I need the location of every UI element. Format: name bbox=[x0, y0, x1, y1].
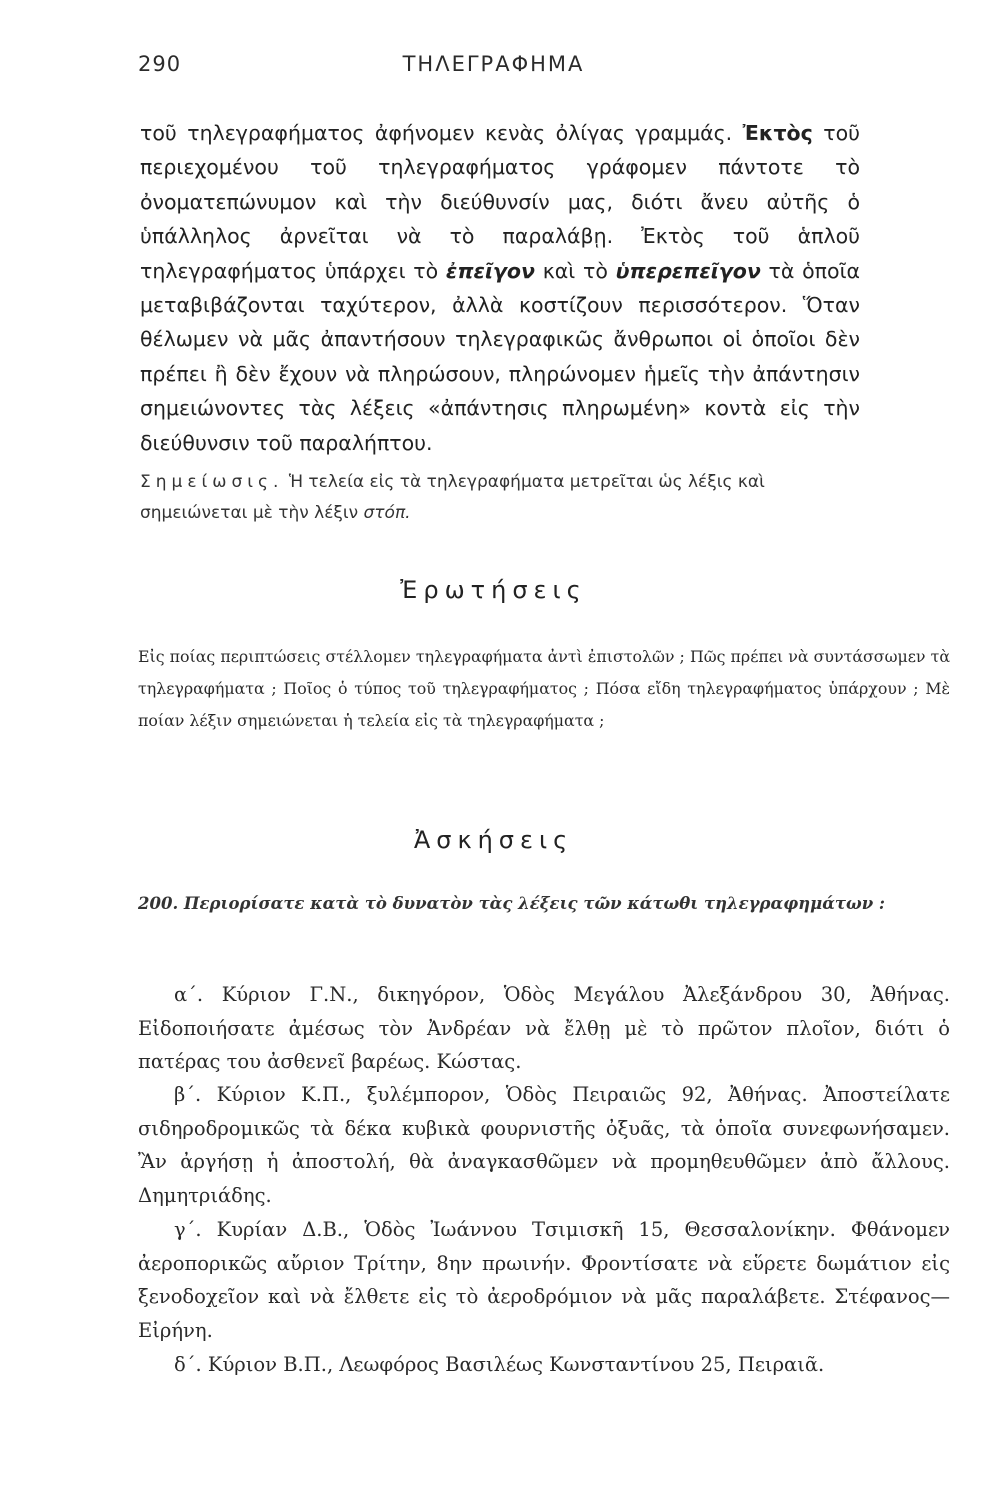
emphasis-ektos: Ἐκτὸς bbox=[742, 121, 813, 145]
note-text: Ἡ τελεία εἰς τὰ τηλεγραφήματα μετρεῖται ὡς λέξις καὶ bbox=[283, 472, 765, 492]
paragraph-text: καὶ τὸ bbox=[534, 258, 616, 283]
telegram-item: δ΄. Κύριον Β.Π., Λεωφόρος Βασιλέως Κωνσταντίνου 25, Πειραιᾶ. bbox=[174, 1353, 825, 1376]
questions-text: Εἰς ποίας περιπτώσεις στέλλομεν τηλεγραφήματα ἀντὶ ἐπιστολῶν ; Πῶς πρέπει νὰ συντάσσωμεν τὰ τηλεγραφήματα ; Ποῖος ὁ τύπος τοῦ τηλεγραφήματος ; Πόσα εἴδη τηλεγραφήματος ὑπάρχουν ; Μὲ ποίαν λέξιν σημειώνεται ἡ τελεία εἰς τὰ τηλεγραφήματα ; bbox=[138, 647, 950, 730]
questions-heading: Ἐρωτήσεις bbox=[400, 576, 587, 604]
page-number: 290 bbox=[138, 52, 182, 76]
paragraph-text: τὰ ὁποῖα μεταβιβάζονται ταχύτερον, ἀλλὰ κοστίζουν περισσότερον. Ὅταν θέλωμεν νὰ μᾶς ἀπαντήσουν τηλεγραφικῶς ἄνθρωποι οἱ ὁποῖοι δὲν πρέπει ἢ δὲν ἔχουν νὰ πληρώσουν, πληρώνομεν ἡμεῖς τὴν ἀπάντησιν σημειώνοντες τὰς λέξεις «ἀπάντησις πληρωμένη» κοντὰ εἰς τὴν διεύθυνσιν τοῦ παραλήπτου. bbox=[140, 258, 861, 455]
term-epeigon: ἐπεῖγον bbox=[445, 258, 535, 283]
telegram-item: γ΄. Κυρίαν Δ.Β., Ὁδὸς Ἰωάννου Τσιμισκῆ 15, Θεσσαλονίκην. Φθάνομεν ἀεροπορικῶς αὔριον Τρίτην, 8ην πρωινήν. Φροντίσατε νὰ εὕρετε δωμάτιον εἰς ξενοδοχεῖον καὶ νὰ ἔλθετε εἰς τὸ ἀεροδρόμιον νὰ μᾶς παραλάβετε. Στέφανος—Εἰρήνη. bbox=[138, 1218, 950, 1342]
paragraph-text: τοῦ περιεχομένου τοῦ τηλεγραφήματος γράφομεν πάντοτε τὸ ὀνοματεπώνυμον καὶ τὴν διεύθυνσίν μας, διότι ἄνευ αὐτῆς ὁ ὑπάλληλος ἀρνεῖται νὰ τὸ παραλάβῃ. Ἐκτὸς τοῦ ἁπλοῦ τηλεγραφήματος ὑπάρχει τὸ bbox=[140, 121, 861, 283]
telegram-item: β΄. Κύριον Κ.Π., ξυλέμπορον, Ὁδὸς Πειραιῶς 92, Ἀθήνας. Ἀποστείλατε σιδηροδρομικῶς τὰ δέκα κυβικὰ φουρνιστῆς ὀξυᾶς, τὰ ὁποῖα συνεφωνήσαμεν. Ἂν ἀργήσῃ ἡ ἀποστολή, θὰ ἀναγκασθῶμεν νὰ προμηθευθῶμεν ἀπὸ ἄλλους. Δημητριάδης. bbox=[138, 1083, 950, 1207]
telegram-item: α΄. Κύριον Γ.Ν., δικηγόρον, Ὁδὸς Μεγάλου Ἀλεξάνδρου 30, Ἀθήνας. Εἰδοποιήσατε ἀμέσως τὸν Ἀνδρέαν νὰ ἔλθῃ μὲ τὸ πρῶτον πλοῖον, διότι ὁ πατέρας του ἀσθενεῖ βαρέως. Κώστας. bbox=[138, 983, 950, 1073]
main-paragraph bbox=[140, 116, 860, 460]
term-yperepeigon: ὑπερεπεῖγον bbox=[615, 258, 761, 283]
exercise-instruction: 200. Περιορίσατε κατὰ τὸ δυνατὸν τὰς λέξεις τῶν κάτωθι τηλεγραφημάτων : bbox=[138, 894, 886, 913]
note bbox=[140, 467, 935, 529]
running-title: ΤΗΛΕΓΡΑΦΗΜΑ bbox=[402, 52, 585, 76]
exercises-heading: Ἀσκήσεις bbox=[413, 826, 574, 854]
note-term-stop: στόπ. bbox=[363, 503, 411, 523]
note-text: σημειώνεται μὲ τὴν λέξιν bbox=[140, 503, 364, 523]
note-label: Σημείωσις. bbox=[140, 472, 284, 492]
paragraph-text: τοῦ τηλεγραφήματος ἀφήνομεν κενὰς ὀλίγας γραμμάς. bbox=[140, 121, 743, 145]
